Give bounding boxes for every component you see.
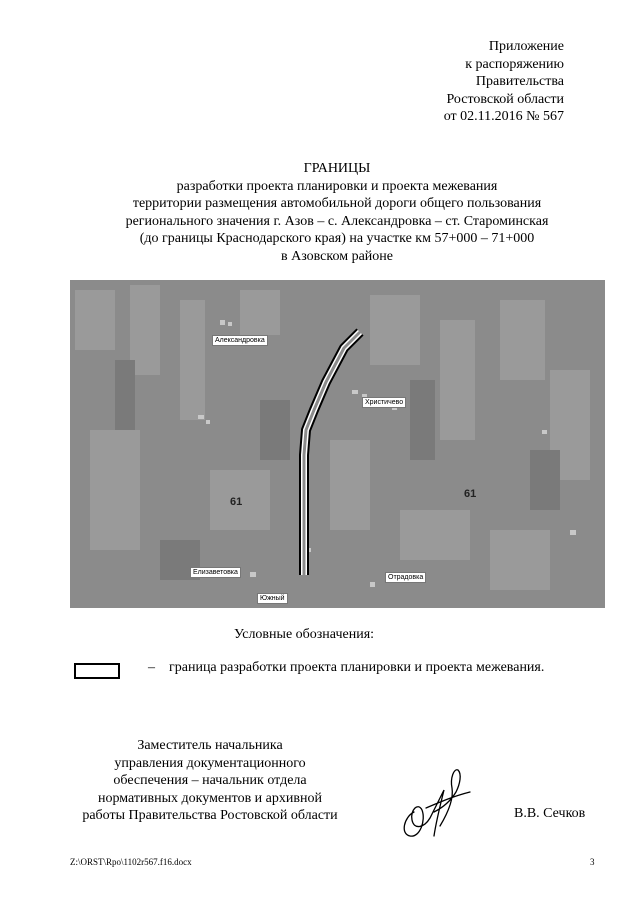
legend-row [74,660,604,680]
appendix-line: Ростовской области [446,91,564,107]
document-title [70,160,604,265]
footer-file-path: Z:\ORST\Rpo\1102r567.f16.docx [70,857,192,867]
signer-position-line: работы Правительства Ростовской области [82,808,338,823]
signer-position-line: управления документационного [114,755,306,771]
boundary-map [70,280,605,608]
map-label-yuzhny: Южный [257,593,288,604]
page-number: 3 [590,857,595,867]
legend-title: Условные обозначения: [234,627,375,642]
signer-position-line: Заместитель начальника [137,738,283,753]
appendix-header [344,38,564,126]
signer-name: В.В. Сечков [514,806,586,821]
appendix-line: от 02.11.2016 № 567 [443,109,564,124]
appendix-line: Приложение [488,39,564,54]
map-label-otradovka: Отрадовка [385,572,426,583]
map-label-khristichevo: Христичево [362,397,406,408]
title-line: разработки проекта планировки и проекта межевания [176,178,498,194]
map-image [70,280,605,608]
title-line: территории размещения автомобильной дороги общего пользования [132,196,542,211]
region-code-west: 61 [230,496,243,508]
title-line: регионального значения г. Азов – с. Александровка – ст. Староминская [125,213,549,229]
map-label-elizavetovka: Елизаветовка [190,567,241,578]
appendix-line: Правительства [475,74,564,89]
title-line: в Азовском районе [280,248,393,264]
signer-position [40,737,380,825]
appendix-line: к распоряжению [465,56,564,72]
legend-dash: – [148,660,155,675]
handwritten-signature [396,762,476,842]
map-label-aleksandrovka: Александровка [212,335,268,346]
legend-boundary-symbol [74,663,120,679]
title-heading: ГРАНИЦЫ [303,161,371,176]
signer-position-line: нормативных документов и архивной [98,790,322,806]
title-line: (до границы Краснодарского края) на участке км 57+000 – 71+000 [139,231,535,246]
region-code-east: 61 [464,488,477,500]
legend-text: граница разработки проекта планировки и проекта межевания. [169,660,545,675]
signer-position-line: обеспечения – начальник отдела [113,773,307,788]
